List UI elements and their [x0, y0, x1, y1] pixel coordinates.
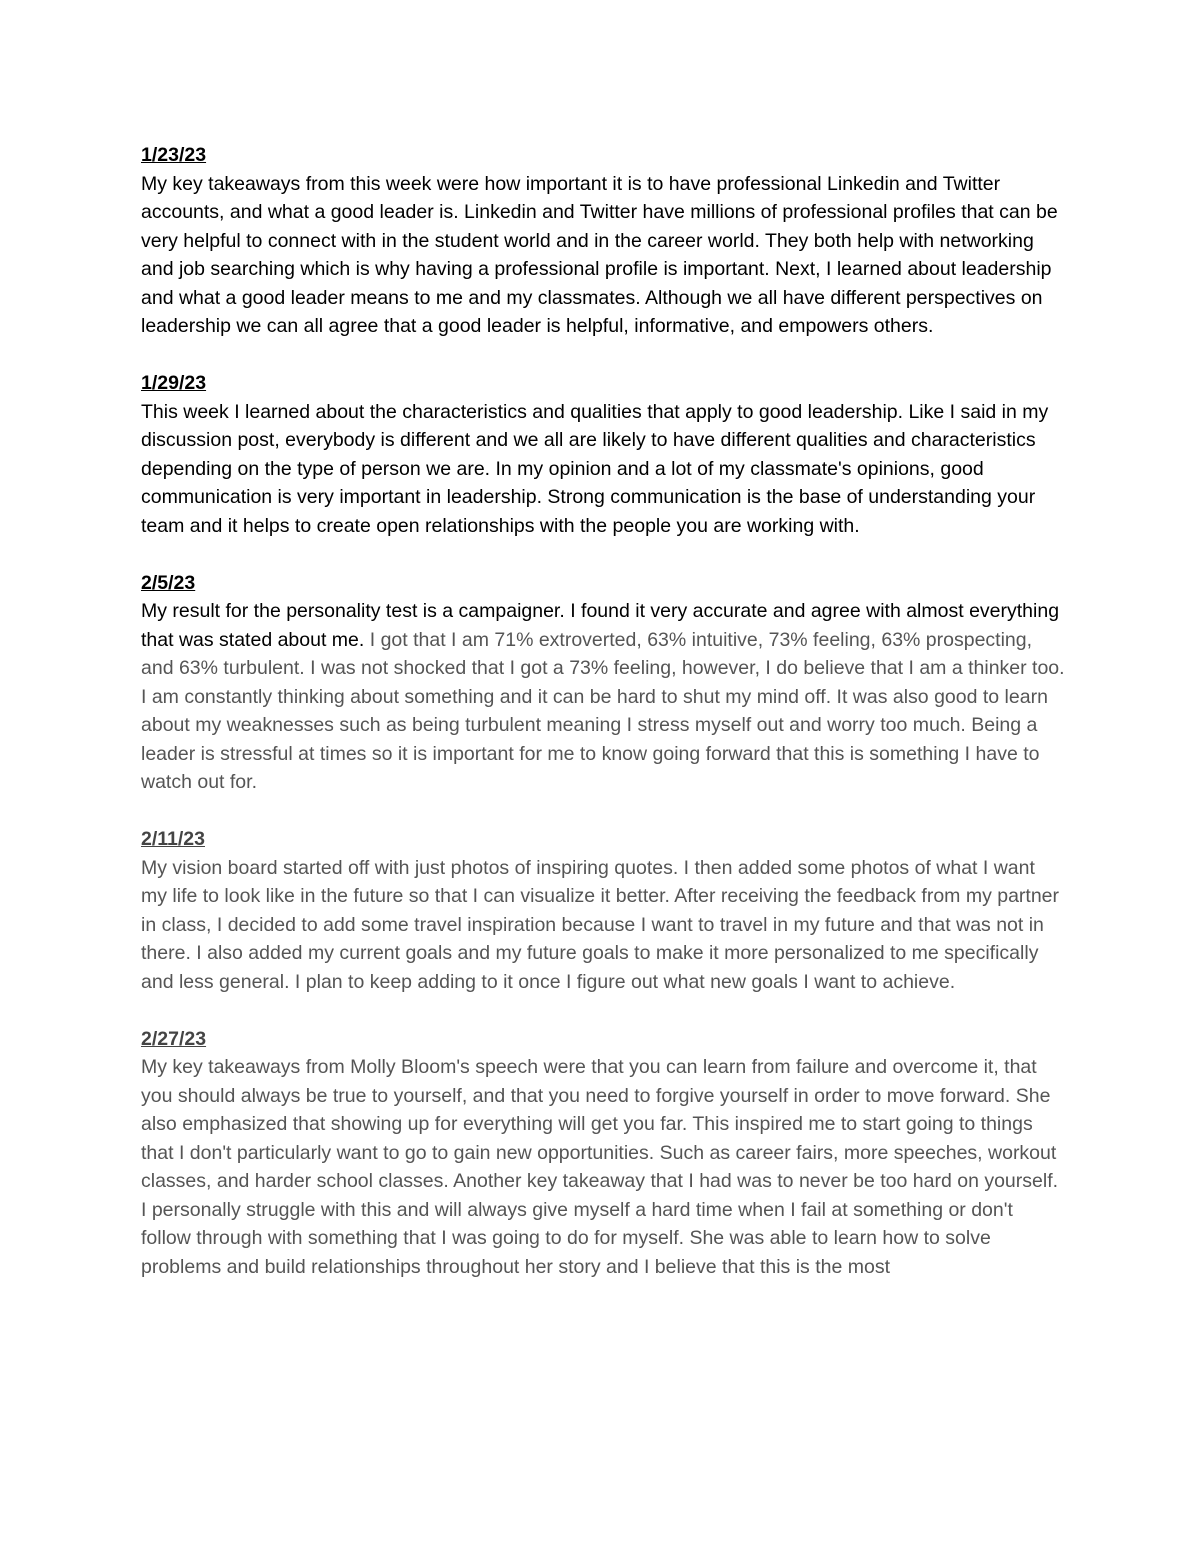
journal-entry [141, 141, 1066, 341]
entry-body-dark-segment: My result for the personality test is a campaigner. I found it very accurate and agree with almost everything that was stated about me. [141, 600, 1060, 651]
journal-entry [141, 825, 1066, 996]
entry-body: My key takeaways from Molly Bloom's speech were that you can learn from failure and overcome it, that you should always be true to yourself, and that you need to forgive yourself in order to move forward. She also emphasized that showing up for everything will get you far. This inspired me to start going to things that I don't particularly want to go to gain new opportunities. Such as career fairs, more speeches, workout classes, and harder school classes. Another key takeaway that I had was to never be too hard on yourself. I personally struggle with this and will always give myself a hard time when I fail at something or don't follow through with something that I was going to do for myself. She was able to learn how to solve problems and build relationships throughout her story and I believe that this is the most [141, 1056, 1059, 1278]
entry-date: 1/29/23 [141, 372, 207, 394]
entry-body-gray-segment: I got that I am 71% extroverted, 63% intuitive, 73% feeling, 63% prospecting, and 63% turbulent. I was not shocked that I got a 73% feeling, however, I do believe that I am a thinker too. I am constantly thinking about something and it can be hard to shut my mind off. It was also good to learn about my weaknesses such as being turbulent meaning I stress myself out and worry too much. Being a leader is stressful at times so it is important for me to know going forward that this is something I have to watch out for. [141, 628, 1065, 793]
document-page [141, 141, 1066, 1310]
entry-body [141, 597, 1066, 797]
entry-date: 2/27/23 [141, 1027, 207, 1050]
entry-body: My key takeaways from this week were how important it is to have professional Linkedin and Twitter accounts, and what a good leader is. Linkedin and Twitter have millions of professional profiles that can be very helpful to connect with in the student world and in the career world. They both help with networking and job searching which is why having a professional profile is important. Next, I learned about leadership and what a good leader means to me and my classmates. Although we all have different perspectives on leadership we can all agree that a good leader is helpful, informative, and empowers others. [141, 172, 1058, 337]
entry-date: 2/11/23 [141, 828, 205, 850]
entry-date: 2/5/23 [141, 571, 196, 594]
journal-entry [141, 569, 1066, 797]
journal-entry [141, 369, 1066, 540]
entry-body: My vision board started off with just photos of inspiring quotes. I then added some photos of what I want my life to look like in the future so that I can visualize it better. After receiving the feedback from my partner in class, I decided to add some travel inspiration because I want to travel in my future and that was not in there. I also added my current goals and my future goals to make it more personalized to me specifically and less general. I plan to keep adding to it once I figure out what new goals I want to achieve. [141, 856, 1060, 993]
journal-entry [141, 1025, 1066, 1282]
entry-date: 1/23/23 [141, 144, 207, 166]
entry-body: This week I learned about the characteristics and qualities that apply to good leadership. Like I said in my discussion post, everybody is different and we all are likely to have different qualities and characteristics depending on the type of person we are. In my opinion and a lot of my classmate's opinions, good communication is very important in leadership. Strong communication is the base of understanding your team and it helps to create open relationships with the people you are working with. [141, 400, 1049, 537]
